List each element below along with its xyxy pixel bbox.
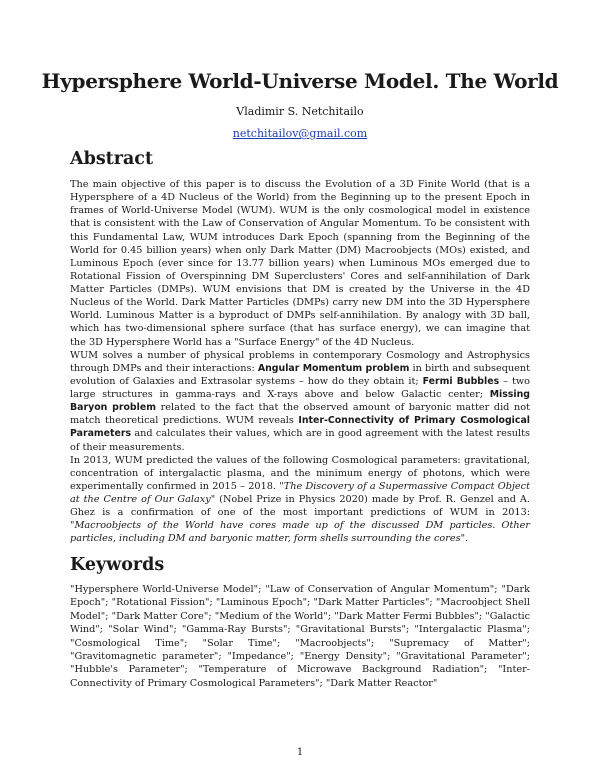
- email-link[interactable]: netchitailov@gmail.com: [232, 127, 368, 140]
- text-run: .: [465, 533, 469, 545]
- paper-title: Hypersphere World-Universe Model. The World: [41, 69, 559, 93]
- text-run: and calculates their values, which are in good agreement with the latest results of their measurements.: [70, 428, 530, 453]
- author-name: Vladimir S. Netchitailo: [236, 105, 364, 118]
- text-run: In 2013, WUM predicted the values of the following Cosmological parameters: gravitational, concentration of intergalactic plasma, and the minimum energy of photons, which were experimentally confirmed in 2015 – 2018.: [70, 454, 530, 492]
- keywords-heading: Keywords: [70, 555, 165, 575]
- abstract-heading: Abstract: [70, 149, 154, 169]
- abstract-paragraph: The main objective of this paper is to discuss the Evolution of a 3D Finite World (that is a Hypersphere of a 4D Nucleus of the World) from the Beginning up to the present Epoch in frames of World-Universe Model (WUM). WUM is the only cosmological model in existence that is consistent with the Law of Conservation of Angular Momentum. To be consistent with this Fundamental Law, WUM introduces Dark Epoch (spanning from the Beginning of the World for 0.45 billion years) when only Dark Matter (DM) Macroobjects (MOs) existed, and Luminous Epoch (ever since for 13.77 billion years) when Luminous MOs emerged due to Rotational Fission of Overspinning DM Superclusters' Cores and self-annihilation of Dark Matter Particles (DMPs). WUM envisions that DM is created by the Universe in the 4D Nucleus of the World. Dark Matter Particles (DMPs) carry new DM into the 3D Hypersphere World. Luminous Matter is a byproduct of DMPs self-annihilation. By analogy with 3D ball, which has two-dimensional sphere surface (that has surface energy), we can imagine that the 3D Hypersphere World has a "Surface Energy" of the 4D Nucleus.: [70, 179, 530, 348]
- text-run: – two large structures in gamma-rays and X-rays above and below Galactic center;: [70, 375, 530, 400]
- highlight-term: Fermi Bubbles: [422, 375, 500, 387]
- highlight-term: Angular Momentum problem: [257, 362, 410, 374]
- text-run: related to the fact that the observed amount of baryonic matter did not match theoretical predictions. WUM reveals: [70, 402, 530, 427]
- text-run: WUM solves a number of physical problems in contemporary Cosmology and Astrophysics through DMPs and their interactions:: [70, 349, 530, 374]
- abstract-paragraph: [70, 454, 530, 546]
- text-run: (Nobel Prize in Physics 2020) made by Prof. R. Genzel and A. Ghez is a confirmation of one of the most important predictions of WUM in 2013:: [70, 494, 530, 519]
- text-run: in birth and subsequent evolution of Galaxies and Extrasolar systems – how do they obtain it;: [70, 362, 531, 387]
- abstract-body: [70, 178, 530, 546]
- quote-text: "The Discovery of a Supermassive Compact Object at the Centre of Our Galaxy": [70, 480, 530, 505]
- page-number: 1: [296, 747, 304, 758]
- keywords-list: "Hypersphere World-Universe Model"; "Law of Conservation of Angular Momentum"; "Dark Epoch"; "Rotational Fission"; "Luminous Epoch"; "Dark Matter Particles"; "Macroobject Shell Model"; "Dark Matter Core"; "Medium of the World"; "Dark Matter Fermi Bubbles"; "Galactic Wind"; "Solar Wind"; "Gamma-Ray Bursts"; "Gravitational Bursts"; "Intergalactic Plasma"; "Cosmological Time"; "Solar Time"; "Macroobjects"; "Supremacy of Matter"; "Gravitomagnetic parameter"; "Impedance"; "Energy Density"; "Gravitational Parameter"; "Hubble's Parameter"; "Temperature of Microwave Background Radiation"; "Inter-Connectivity of Primary Cosmological Parameters"; "Dark Matter Reactor": [70, 584, 530, 689]
- author-email: [0, 127, 600, 140]
- highlight-term: Missing Baryon problem: [70, 389, 530, 414]
- abstract-paragraph: [70, 349, 530, 454]
- quote-text: "Macroobjects of the World have cores made up of the discussed DM particles. Other particles, including DM and baryonic matter, form shells surrounding the cores": [70, 520, 530, 545]
- highlight-term: Inter-Connectivity of Primary Cosmological Parameters: [70, 415, 530, 440]
